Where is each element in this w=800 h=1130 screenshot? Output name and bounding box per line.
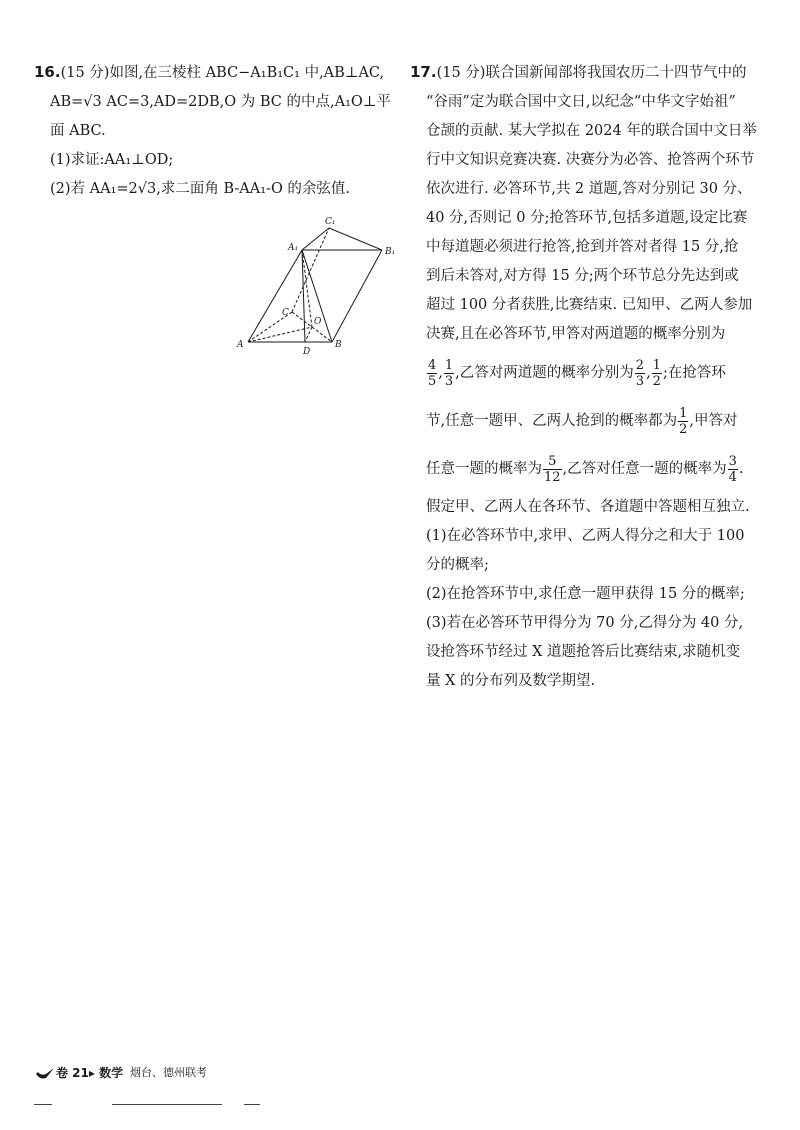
- prism-figure: [232, 212, 412, 362]
- q17-line-4: 行中文知识竞赛决赛. 决赛分为必答、抢答两个环节: [426, 152, 755, 168]
- edge-o-d: [305, 327, 312, 342]
- label-b1: B₁: [385, 247, 396, 257]
- label-c: C: [282, 308, 289, 318]
- q17-line-2: “谷雨”定为联合国中文日,以纪念“中华文字始祖”: [426, 94, 736, 110]
- edge-a-a1: [248, 250, 302, 342]
- edge-a-o: [248, 327, 312, 342]
- question-16: [34, 58, 406, 204]
- q17-part-1b: 分的概率;: [426, 557, 489, 573]
- q17-line-6: 40 分,否则记 0 分;抢答环节,包括多道题,设定比赛: [426, 210, 748, 226]
- q17-part-3c: 量 X 的分布列及数学期望.: [426, 673, 596, 689]
- edge-a1-d: [302, 250, 305, 342]
- label-d: D: [303, 347, 311, 357]
- volume-label: 卷 21▸ 数学: [56, 1066, 124, 1080]
- label-a: A: [237, 340, 244, 350]
- label-a1: A₁: [288, 243, 299, 253]
- fraction: $\frac{2}{3}$: [635, 357, 645, 389]
- q17-part-3a: (3)若在必答环节甲得分为 70 分,乙得分为 40 分,: [426, 615, 744, 631]
- q16-part-2: (2)若 AA₁=2√3,求二面角 B-AA₁-O 的余弦值.: [50, 181, 351, 197]
- q16-number: 16.: [34, 63, 61, 81]
- edge-b-b1: [332, 250, 382, 342]
- q17-line-9: 超过 100 分者获胜,比赛结束. 已知甲、乙两人参加: [426, 297, 753, 313]
- fraction: $\frac{1}{3}$: [444, 357, 454, 389]
- label-b: B: [335, 340, 342, 350]
- q17-number: 17.: [410, 63, 437, 81]
- q17-line-5: 依次进行. 必答环节,共 2 道题,答对分别记 30 分、: [426, 181, 752, 197]
- q17-line-8: 到后未答对,对方得 15 分;两个环节总分先达到或: [426, 268, 739, 284]
- q17-line-3: 仓颉的贡献. 某大学拟在 2024 年的联合国中文日举: [426, 123, 757, 139]
- edge-c-c1: [292, 228, 329, 312]
- q17-frac-line-1: $\frac{4}{5}$ , $\frac{1}{3}$ ,乙答对两道题的概率分别为 $\frac{2}{3}$ , $\frac{1}{2}$ ;在抢答环: [428, 357, 726, 389]
- fraction: $\frac{5}{12}$: [544, 453, 561, 485]
- q16-line-1: 16.(15 分)如图,在三棱柱 ABC−A₁B₁C₁ 中,AB⊥AC,: [34, 63, 385, 81]
- q17-line-10: 决赛,且在必答环节,甲答对两道题的概率分别为: [426, 326, 726, 342]
- label-c1: C₁: [325, 217, 336, 227]
- fraction: $\frac{1}{2}$: [652, 357, 661, 389]
- footer-rule: [34, 1104, 52, 1105]
- question-17: [410, 58, 768, 696]
- footer-rule: [244, 1104, 260, 1105]
- fraction: $\frac{1}{2}$: [679, 405, 688, 437]
- q17-part-1a: (1)在必答环节中,求甲、乙两人得分之和大于 100: [426, 528, 745, 544]
- q17-part-3b: 设抢答环节经过 X 道题抢答后比赛结束,求随机变: [426, 644, 741, 660]
- q16-line-2: AB=√3 AC=3,AD=2DB,O 为 BC 的中点,A₁O⊥平: [50, 94, 391, 110]
- q17-line-7: 中每道题必须进行抢答,抢到并答对者得 15 分,抢: [426, 239, 739, 255]
- page-footer: [34, 1058, 434, 1088]
- exam-subtitle: 烟台、德州联考: [130, 1066, 207, 1079]
- label-o: O: [314, 317, 322, 327]
- q17-assumption: 假定甲、乙两人在各环节、各道题中答题相互独立.: [426, 499, 750, 515]
- edge-c1-b1: [329, 228, 382, 250]
- fraction: $\frac{4}{5}$: [428, 357, 437, 389]
- q16-part-1: (1)求证:AA₁⊥OD;: [50, 152, 174, 168]
- q17-part-2: (2)在抢答环节中,求任意一题甲获得 15 分的概率;: [426, 586, 745, 602]
- swoosh-logo-icon: [34, 1060, 56, 1082]
- q17-frac-line-2: 节,任意一题甲、乙两人抢到的概率都为 $\frac{1}{2}$ ,甲答对: [426, 405, 738, 437]
- q17-frac-line-3: 任意一题的概率为 $\frac{5}{12}$ ,乙答对任意一题的概率为 $\frac{3}{4}$ .: [426, 453, 744, 485]
- fraction: $\frac{3}{4}$: [728, 453, 737, 485]
- footer-rule: [112, 1104, 222, 1105]
- edge-a1-c1: [302, 228, 329, 250]
- q16-line-3: 面 ABC.: [50, 123, 106, 139]
- q17-line-1: 17.(15 分)联合国新闻部将我国农历二十四节气中的: [410, 63, 747, 81]
